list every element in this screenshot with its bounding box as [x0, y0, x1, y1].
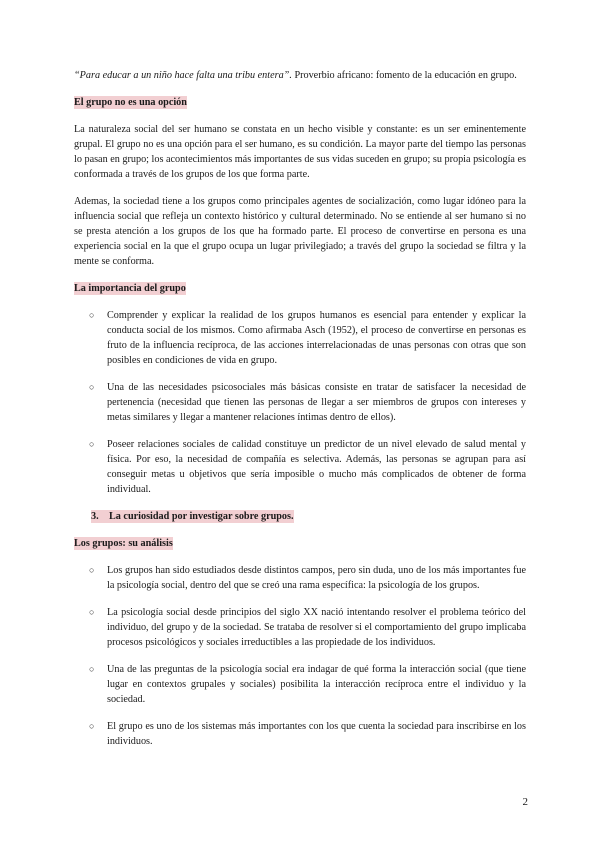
circle-bullet-icon: ○: [89, 310, 95, 320]
list-item-text: El grupo es uno de los sistemas más importantes con los que cuenta la sociedad para inscribirse en los individuos.: [107, 721, 526, 747]
list-item: [74, 719, 526, 749]
list-item: [74, 380, 526, 425]
analysis-list: [74, 563, 526, 749]
section-heading-grupo-opcion: [74, 95, 526, 110]
intro-quote-paragraph: [74, 68, 526, 83]
intro-quote-source: Proverbio africano: fomento de la educación en grupo.: [291, 70, 517, 81]
list-item-text: Comprender y explicar la realidad de los grupos humanos es esencial para entender y explicar la conducta social de los mismos. Como afirmaba Asch (1952), el proceso de convertirse en personas es fruto de la influencia recíproca, de las acciones interrelacionadas de unas personas con otras que son posibles en condiciones de vida en grupo.: [107, 310, 526, 366]
document-page: [74, 68, 526, 761]
circle-bullet-icon: ○: [89, 439, 95, 449]
page-number: 2: [522, 796, 528, 808]
heading-number: 3.: [91, 511, 99, 522]
heading-text: La curiosidad por investigar sobre grupos.: [109, 511, 294, 522]
circle-bullet-icon: ○: [89, 382, 95, 392]
heading-highlight: [91, 510, 294, 523]
numbered-heading-curiosidad: [74, 509, 526, 524]
circle-bullet-icon: ○: [89, 607, 95, 617]
list-item: [74, 605, 526, 650]
list-item-text: Los grupos han sido estudiados desde distintos campos, pero sin duda, uno de los más importantes fue la psicología social, dentro del que se creó una rama específica: la psicología de los grupos.: [107, 565, 526, 591]
list-item-text: Una de las preguntas de la psicología social era indagar de qué forma la interacción social (que tiene lugar en contextos grupales y sociales) posibilita la interacción recíproca entre el individuo y la sociedad.: [107, 664, 526, 705]
section-heading-analisis: [74, 536, 526, 551]
section-heading-importancia: [74, 281, 526, 296]
list-item: [74, 563, 526, 593]
list-item-text: La psicología social desde principios del siglo XX nació intentando resolver el problema teórico del individuo, del grupo y de la sociedad. Se trataba de resolver si el comportamiento del grupo implicaba procesos psicológicos y sociales irreductibles a las propiedade de los individuos.: [107, 607, 526, 648]
paragraph: La naturaleza social del ser humano se constata en un hecho visible y constante: es un ser eminentemente grupal. El grupo no es una opción para el ser humano, es su condición. La mayor parte del tiempo las personas lo pasan en grupo; los acontecimientos más importantes de sus vidas suceden en grupo; su propia psicología es conformada a través de los grupos de los que forma parte.: [74, 124, 526, 180]
circle-bullet-icon: ○: [89, 565, 95, 575]
heading-text: El grupo no es una opción: [74, 97, 187, 108]
intro-quote: “Para educar a un niño hace falta una tribu entera”.: [74, 70, 292, 81]
circle-bullet-icon: ○: [89, 721, 95, 731]
circle-bullet-icon: ○: [89, 664, 95, 674]
list-item-text: Poseer relaciones sociales de calidad constituye un predictor de un nivel elevado de salud mental y física. Por eso, la necesidad de compañía es selectiva. Además, las personas se agrupan para así conseguir metas u objetivos que sería imposible o mucho más complicados de obtener de forma individual.: [107, 439, 526, 495]
list-item: [74, 662, 526, 707]
list-item-text: Una de las necesidades psicosociales más básicas consiste en tratar de satisfacer la necesidad de pertenencia (necesidad que tienen las personas de llegar a ser miembros de grupos con intereses y metas similares y llegar a mantener relaciones íntimas dentro de ellos).: [107, 382, 526, 423]
paragraph: Ademas, la sociedad tiene a los grupos como principales agentes de socialización, como lugar idóneo para la influencia social que refleja un contexto histórico y cultural determinado. No se entiende al ser humano si no se presta atención a los grupos de los que ha formado parte. El proceso de convertirse en persona es una experiencia social en la que el grupo ocupa un lugar privilegiado; a través del grupo la sociedad se filtra y la mente se conforma.: [74, 196, 526, 267]
list-item: [74, 437, 526, 497]
importance-list: [74, 308, 526, 497]
heading-text: La importancia del grupo: [74, 283, 186, 294]
list-item: [74, 308, 526, 368]
heading-text: Los grupos: su análisis: [74, 538, 173, 549]
